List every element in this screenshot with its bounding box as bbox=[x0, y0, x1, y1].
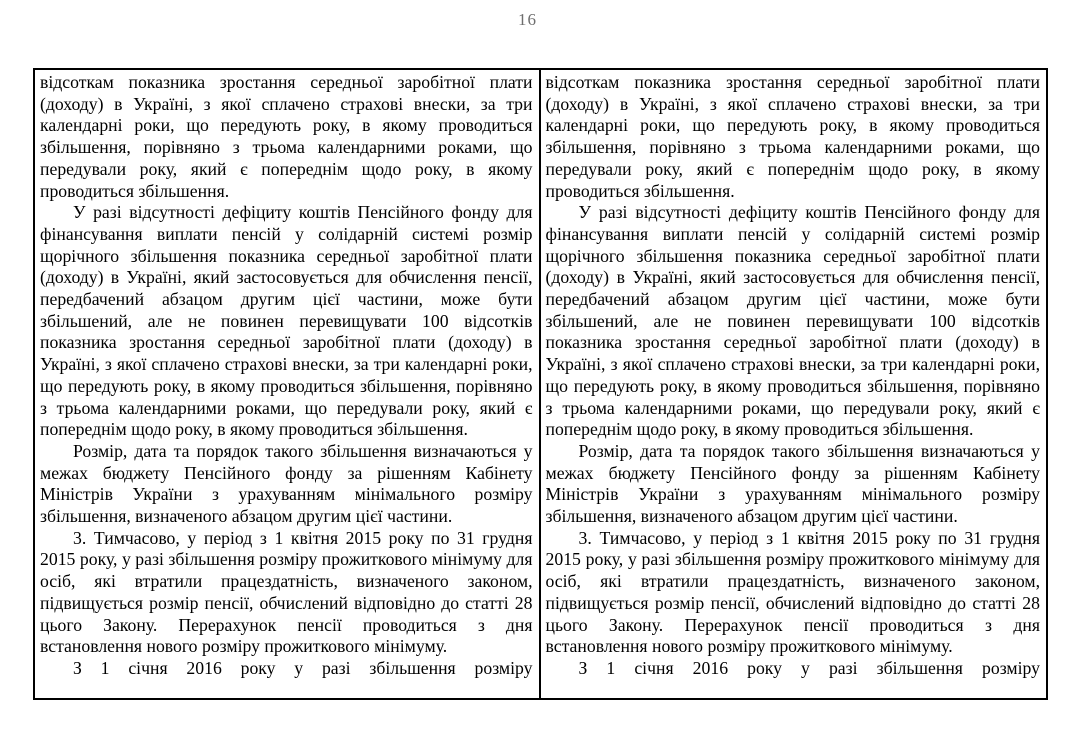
paragraph: Розмір, дата та порядок такого збільшення визначаються у межах бюджету Пенсійного фонду за рішенням Кабінету Міністрів України з урахуванням мінімального розміру збільшення, визначеного абзацом другим цієї частини. bbox=[545, 440, 1040, 527]
page-number: 16 bbox=[518, 10, 537, 29]
paragraph: З 1 січня 2016 року у разі збільшення розміру bbox=[73, 657, 533, 678]
paragraph: відсоткам показника зростання середньої заробітної плати (доходу) в Україні, з якої сплачено страхові внески, за три календарні роки, що передують року, в якому проводиться збільшення, порівняно з трьома календарними роками, що передували року, який є попереднім щодо року, в якому проводиться збільшення. bbox=[545, 72, 1040, 201]
paragraph: 3. Тимчасово, у період з 1 квітня 2015 року по 31 грудня 2015 року, у разі збільшення розміру прожиткового мінімуму для осіб, які втратили працездатність, визначеного законом, підвищується розмір пенсії, обчислений відповідно до статті 28 цього Закону. Перерахунок пенсії проводиться з дня встановлення нового розміру прожиткового мінімуму. bbox=[40, 527, 533, 657]
comparison-table bbox=[33, 68, 1048, 700]
table-column-left bbox=[35, 70, 541, 698]
paragraph: 3. Тимчасово, у період з 1 квітня 2015 року по 31 грудня 2015 року, у разі збільшення розміру прожиткового мінімуму для осіб, які втратили працездатність, визначеного законом, підвищується розмір пенсії, обчислений відповідно до статті 28 цього Закону. Перерахунок пенсії проводиться з дня встановлення нового розміру прожиткового мінімуму. bbox=[545, 527, 1040, 657]
paragraph: У разі відсутності дефіциту коштів Пенсійного фонду для фінансування виплати пенсій у солідарній системі розмір щорічного збільшення показника середньої заробітної плати (доходу) в Україні, який застосовується для обчислення пенсії, передбачений абзацом другим цієї частини, може бути збільшений, але не повинен перевищувати 100 відсотків показника зростання середньої заробітної плати (доходу) в Україні, з якої сплачено страхові внески, за три календарні роки, що передують року, в якому проводиться збільшення, порівняно з трьома календарними роками, що передували року, який є попереднім щодо року, в якому проводиться збільшення. bbox=[545, 202, 1040, 440]
paragraph: У разі відсутності дефіциту коштів Пенсійного фонду для фінансування виплати пенсій у солідарній системі розмір щорічного збільшення показника середньої заробітної плати (доходу) в Україні, який застосовується для обчислення пенсії, передбачений абзацом другим цієї частини, може бути збільшений, але не повинен перевищувати 100 відсотків показника зростання середньої заробітної плати (доходу) в Україні, з якої сплачено страхові внески, за три календарні роки, що передують року, в якому проводиться збільшення, порівняно з трьома календарними роками, що передували року, який є попереднім щодо року, в якому проводиться збільшення. bbox=[40, 202, 533, 440]
paragraph: З 1 січня 2016 року у разі збільшення розміру bbox=[578, 657, 1040, 678]
paragraph: відсоткам показника зростання середньої заробітної плати (доходу) в Україні, з якої сплачено страхові внески, за три календарні роки, що передують року, в якому проводиться збільшення, порівняно з трьома календарними роками, що передували року, який є попереднім щодо року, в якому проводиться збільшення. bbox=[40, 72, 533, 201]
table-column-right bbox=[541, 70, 1047, 698]
paragraph: Розмір, дата та порядок такого збільшення визначаються у межах бюджету Пенсійного фонду за рішенням Кабінету Міністрів України з урахуванням мінімального розміру збільшення, визначеного абзацом другим цієї частини. bbox=[40, 440, 533, 527]
